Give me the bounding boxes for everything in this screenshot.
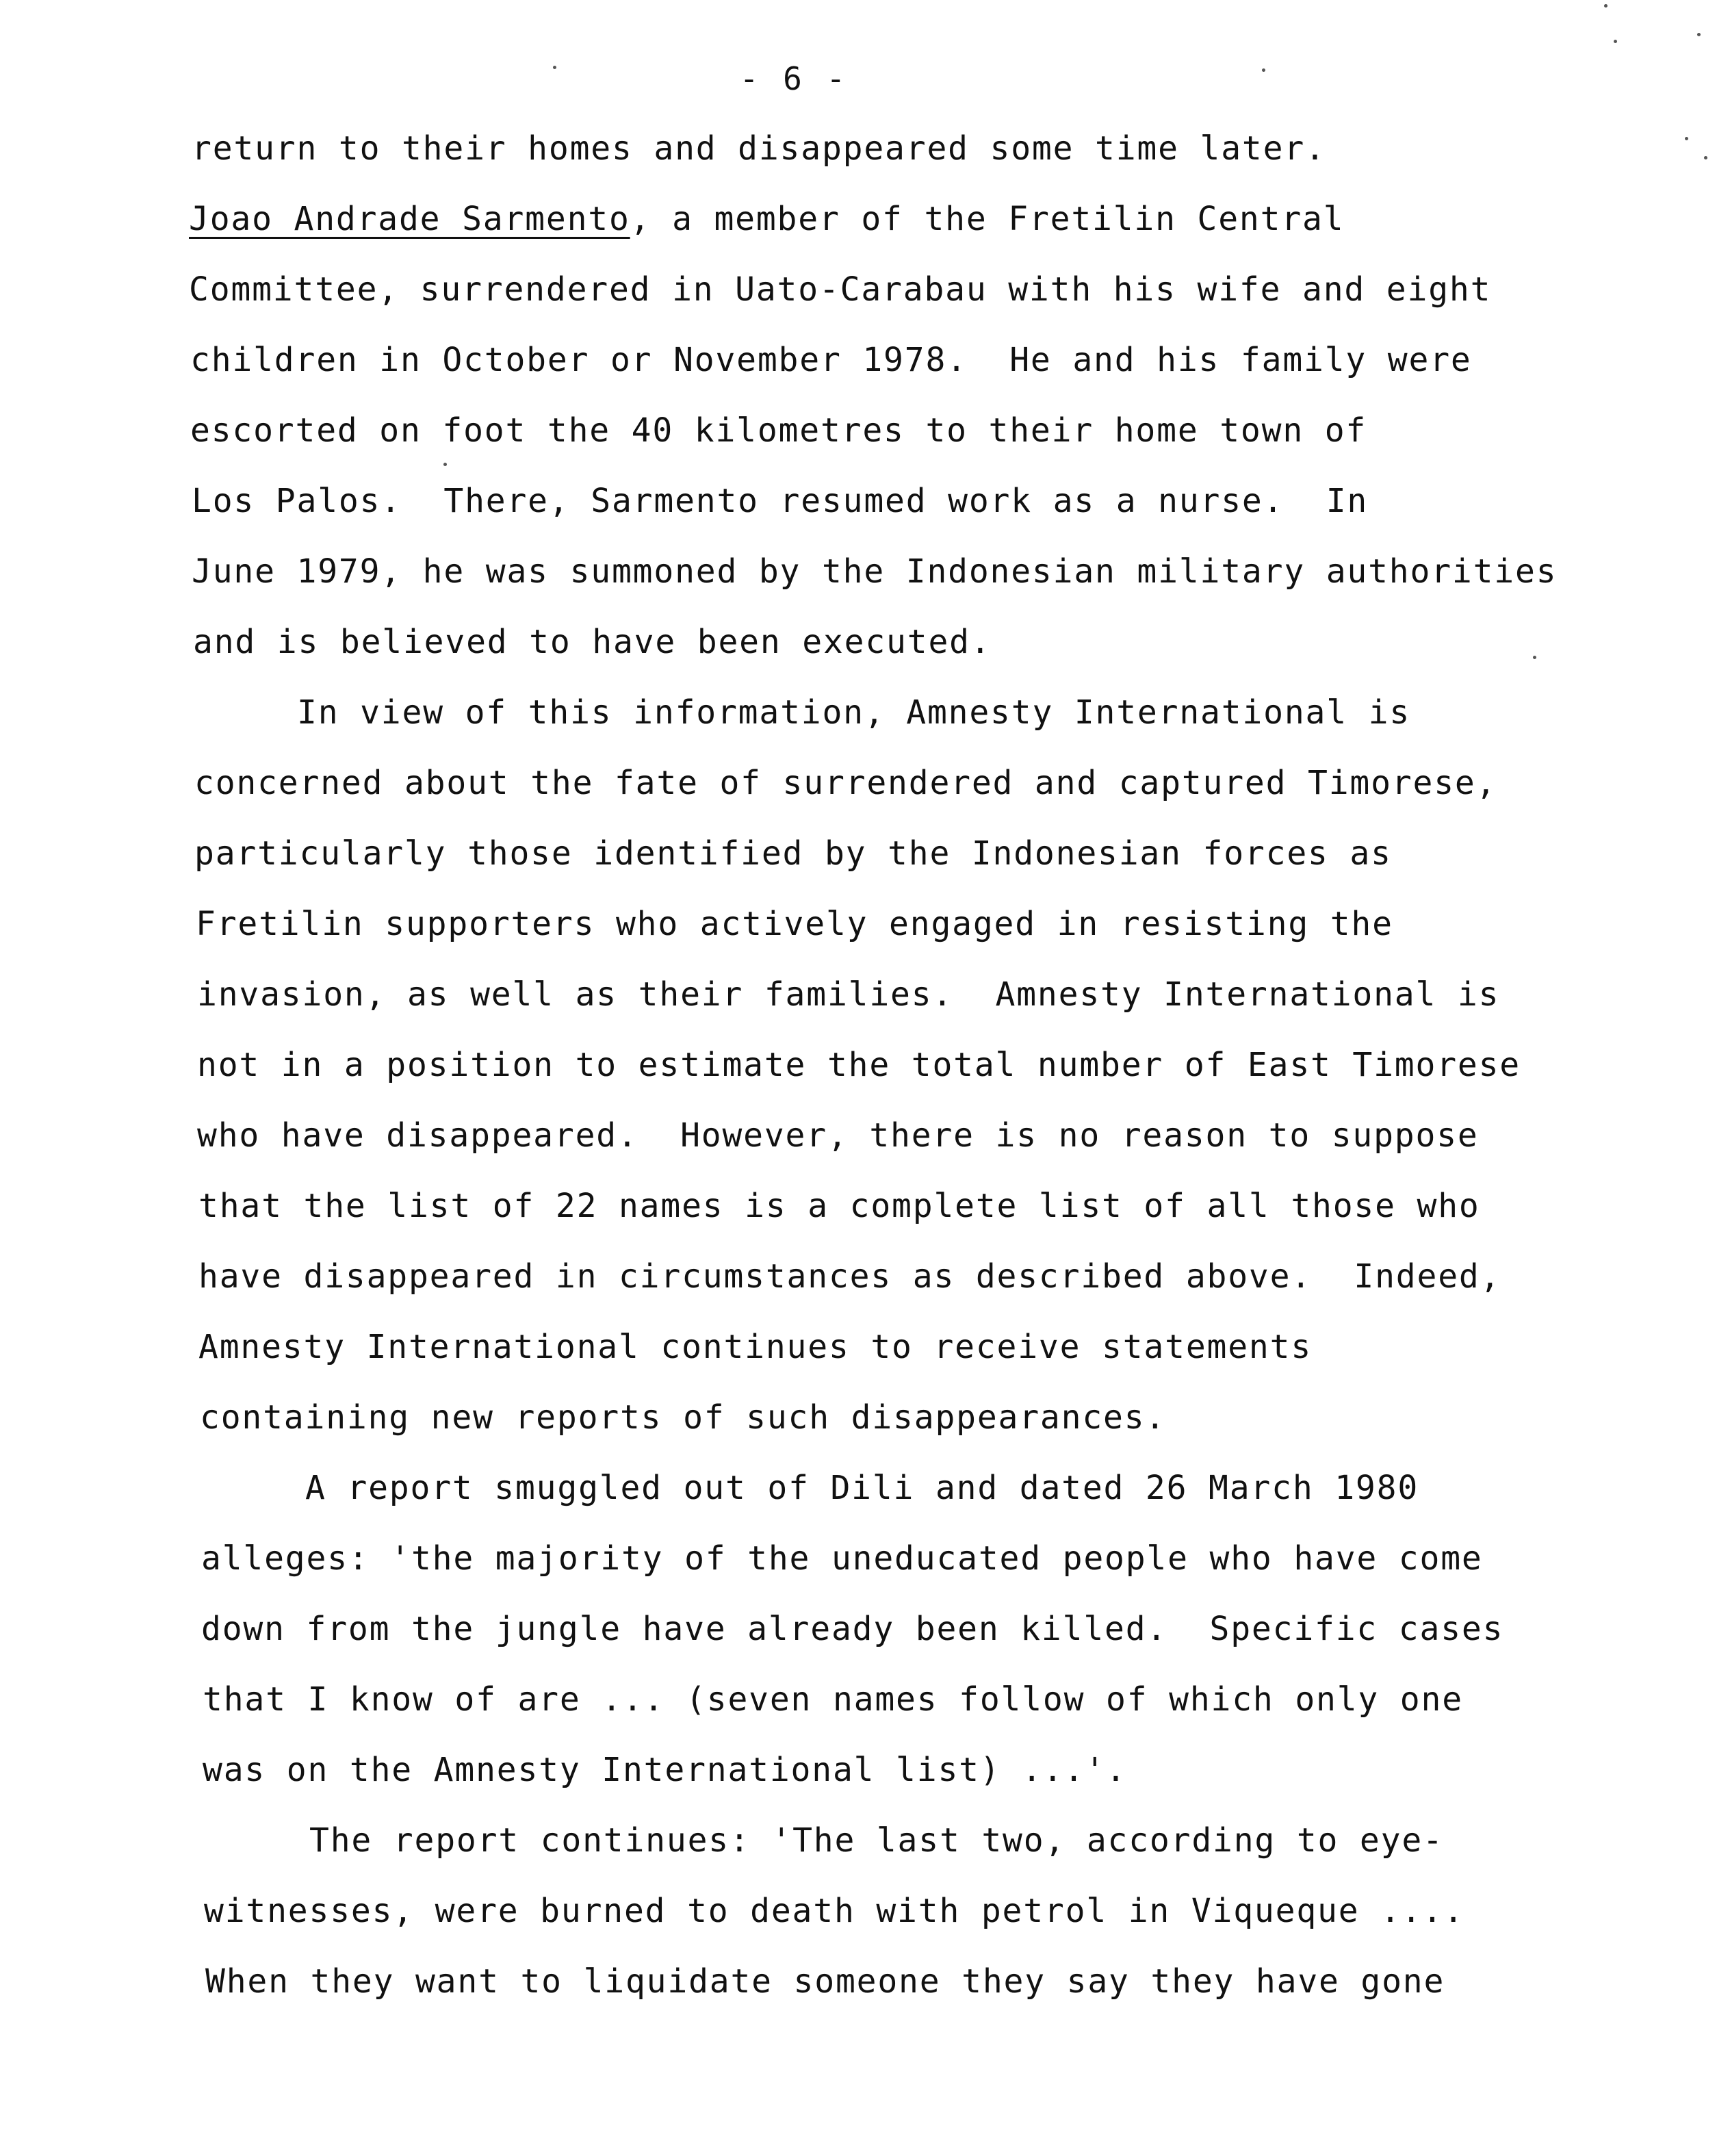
- paragraph-2-line-11: containing new reports of such disappearances.: [200, 1398, 1167, 1437]
- scan-speck: [1533, 656, 1536, 659]
- paragraph-3-line-5: was on the Amnesty International list) ...'.: [203, 1751, 1127, 1789]
- paragraph-2-line-7: who have disappeared. However, there is no reason to suppose: [197, 1116, 1479, 1155]
- paragraph-2-line-8: that the list of 22 names is a complete list of all those who: [198, 1187, 1480, 1225]
- scan-speck: [1697, 33, 1701, 36]
- paragraph-2-line-4: Fretilin supporters who actively engaged in resisting the: [196, 905, 1393, 943]
- paragraph-3-line-1: A report smuggled out of Dili and dated 26 March 1980: [305, 1469, 1419, 1507]
- paragraph-3-line-3: down from the jungle have already been killed. Specific cases: [201, 1610, 1504, 1648]
- underlined-name: Joao Andrade Sarmento: [189, 200, 630, 238]
- scan-speck: [1614, 40, 1617, 43]
- text-line-5: escorted on foot the 40 kilometres to their home town of: [190, 411, 1367, 450]
- scan-speck: [1685, 137, 1688, 140]
- paragraph-3-line-4: that I know of are ... (seven names follow of which only one: [203, 1680, 1463, 1719]
- paragraph-4-line-3: When they want to liquidate someone they say they have gone: [205, 1962, 1445, 2001]
- paragraph-2-line-3: particularly those identified by the Indonesian forces as: [194, 834, 1392, 873]
- text-line-4: children in October or November 1978. He and his family were: [190, 341, 1472, 379]
- scan-speck: [1704, 156, 1707, 159]
- paragraph-2-line-5: invasion, as well as their families. Amnesty International is: [197, 975, 1500, 1014]
- scan-speck: [1262, 68, 1265, 72]
- text-line-1: return to their homes and disappeared some time later.: [192, 129, 1326, 168]
- paragraph-3-line-2: alleges: 'the majority of the uneducated people who have come: [201, 1539, 1483, 1578]
- paragraph-2-line-2: concerned about the fate of surrendered and captured Timorese,: [194, 764, 1497, 802]
- scan-speck: [553, 66, 556, 69]
- page-number: - 6 -: [739, 60, 849, 97]
- paragraph-2-line-10: Amnesty International continues to receive statements: [198, 1328, 1313, 1366]
- paragraph-2-line-1: In view of this information, Amnesty International is: [297, 693, 1411, 732]
- paragraph-2-line-9: have disappeared in circumstances as described above. Indeed,: [198, 1257, 1501, 1296]
- text-line-6: Los Palos. There, Sarmento resumed work as a nurse. In: [192, 482, 1369, 520]
- paragraph-4-line-1: The report continues: 'The last two, according to eye-: [309, 1821, 1444, 1860]
- scan-speck: [443, 463, 447, 466]
- text-line-7: June 1979, he was summoned by the Indonesian military authorities: [192, 552, 1558, 591]
- paragraph-4-line-2: witnesses, were burned to death with petrol in Viqueque ....: [204, 1892, 1464, 1930]
- text-line-8: and is believed to have been executed.: [193, 623, 992, 661]
- scan-speck: [1604, 4, 1608, 8]
- text-line-2: Joao Andrade Sarmento, a member of the Fretilin Central: [189, 200, 1345, 238]
- paragraph-2-line-6: not in a position to estimate the total number of East Timorese: [197, 1046, 1521, 1084]
- text-line-3: Committee, surrendered in Uato-Carabau with his wife and eight: [189, 270, 1492, 309]
